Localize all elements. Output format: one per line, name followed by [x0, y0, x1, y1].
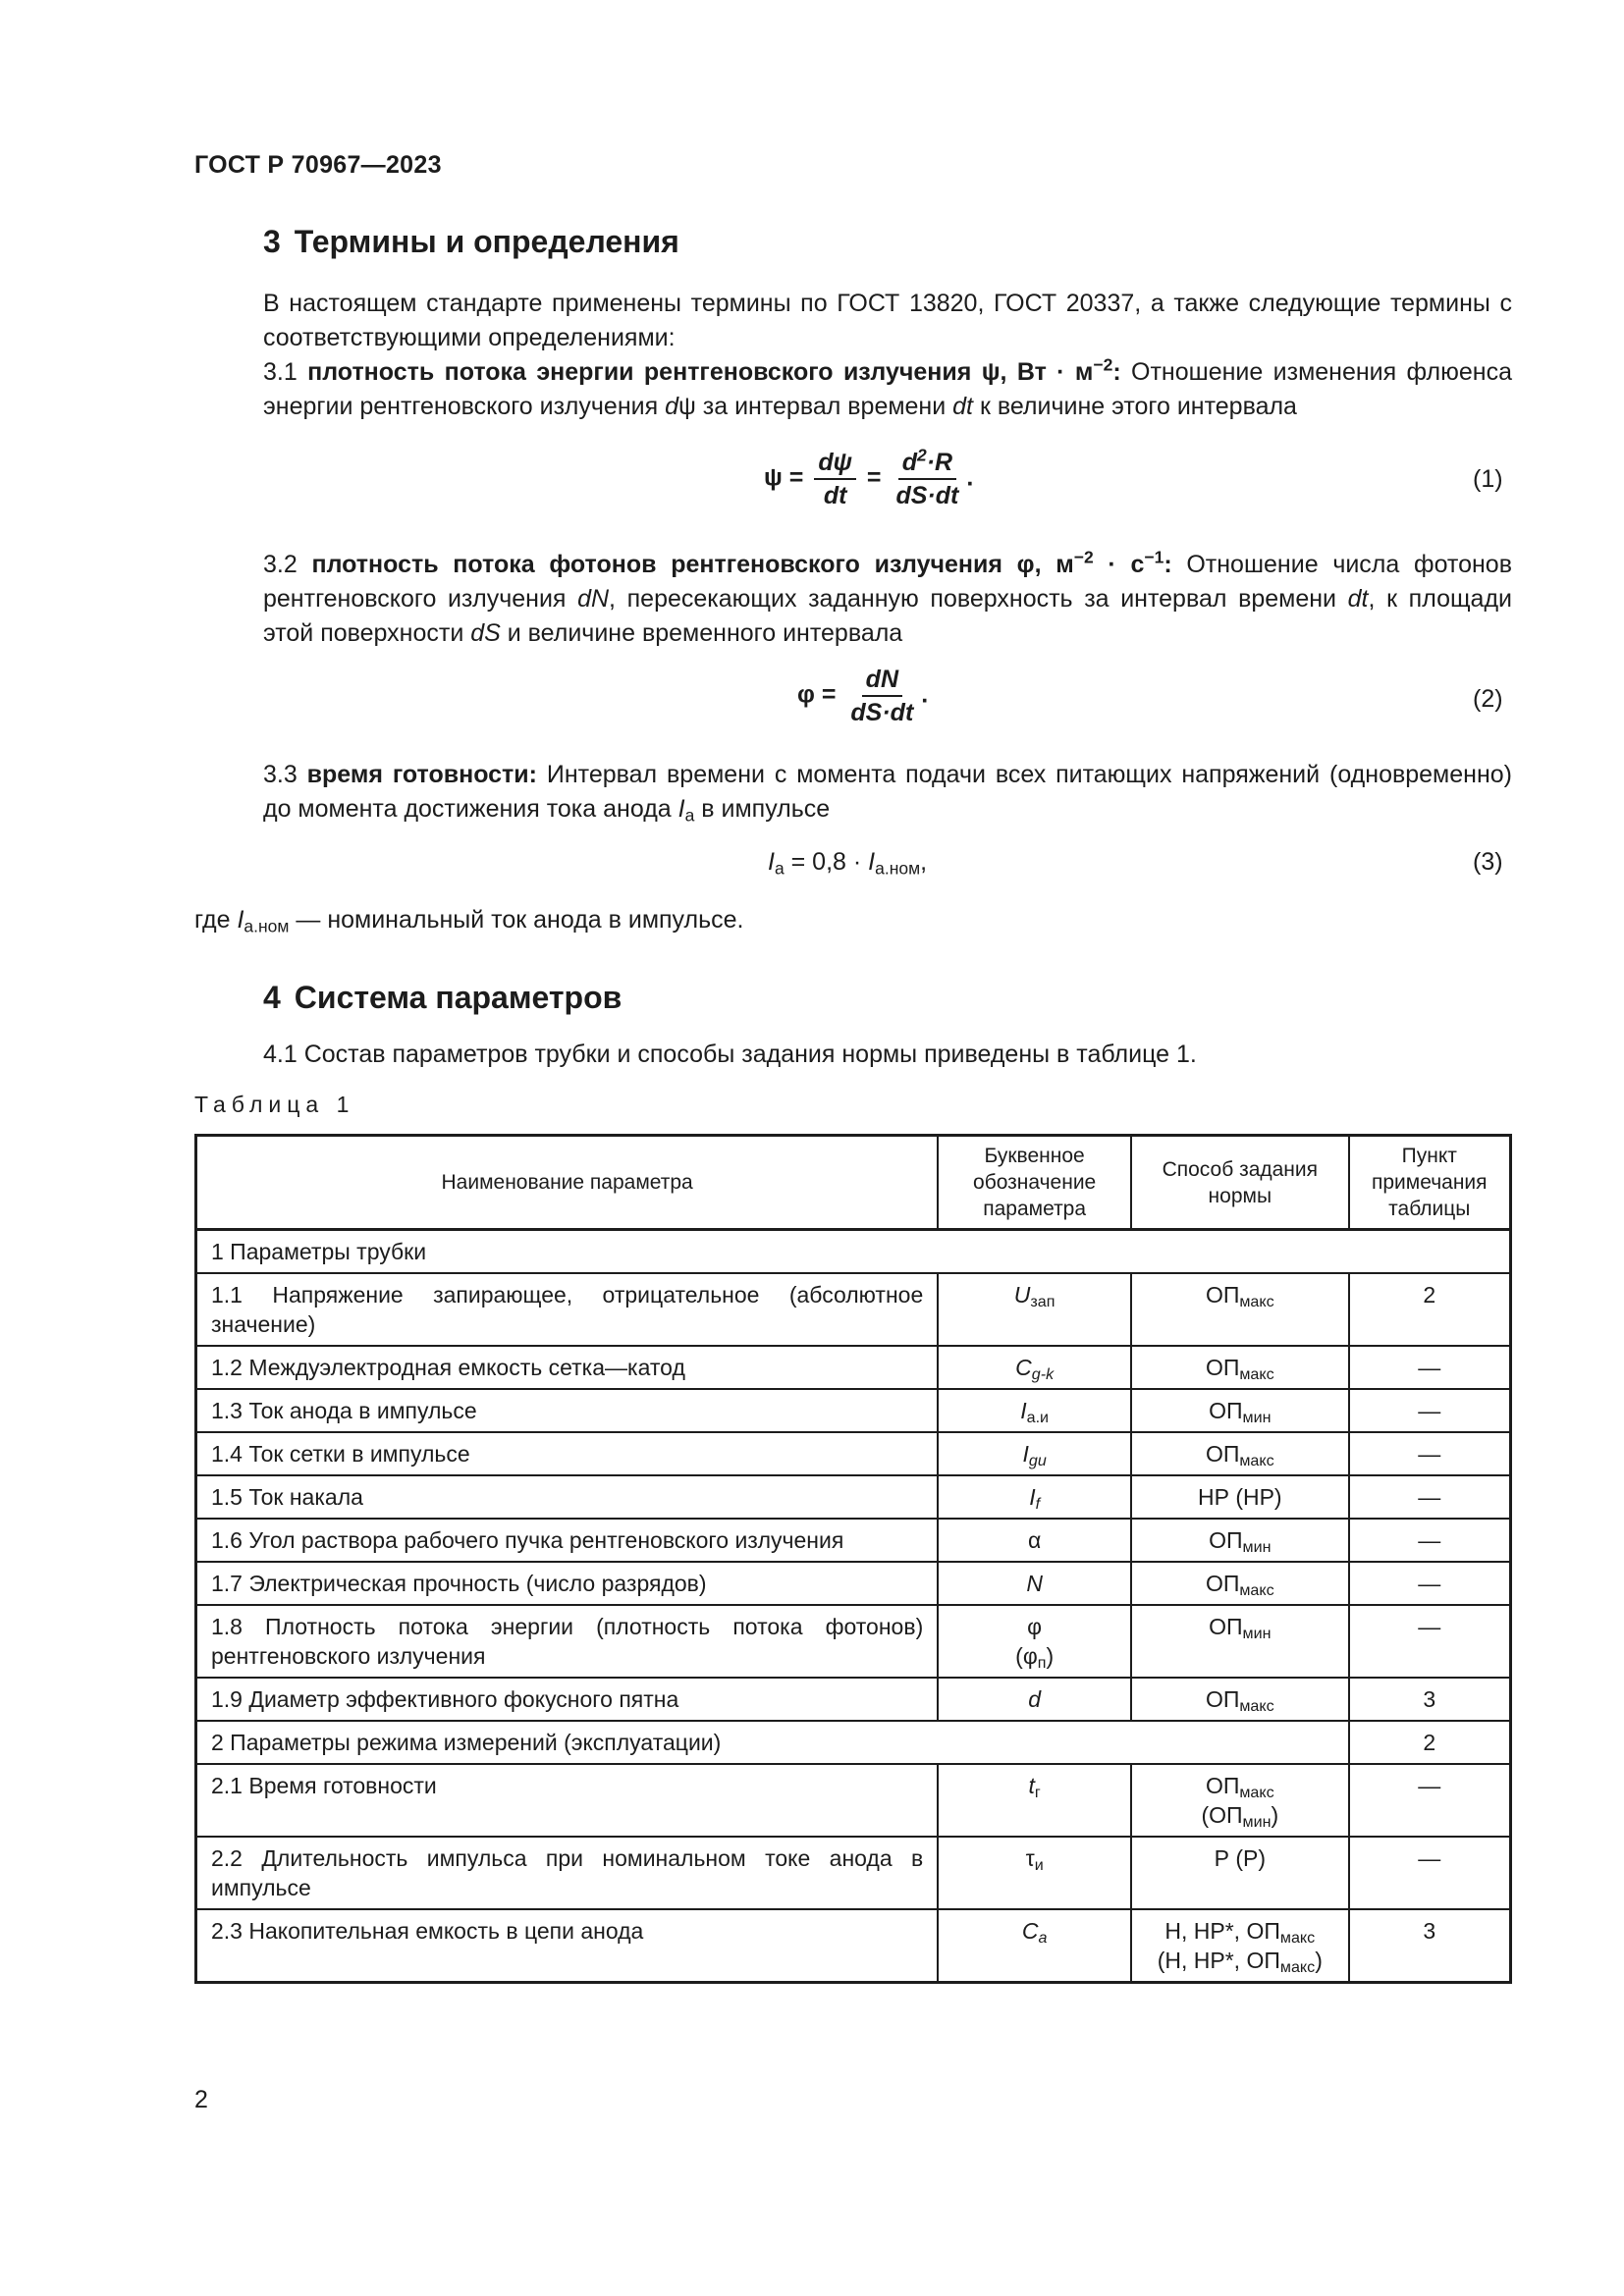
section-4-title: Система параметров [294, 980, 623, 1015]
group-2-note: 2 [1349, 1721, 1511, 1764]
section-4-number: 4 [263, 980, 281, 1015]
term-3-1-unit-exp: −2 [1093, 354, 1113, 375]
table-caption: Таблица 1 [194, 1092, 355, 1117]
param-norm [1131, 1605, 1349, 1678]
formula-1-den1: dt [823, 482, 847, 509]
norm-main: ОП [1209, 1527, 1243, 1553]
symbol-sub: g-k [1031, 1365, 1055, 1384]
norm-main: ОП [1205, 1441, 1240, 1467]
term-3-2-unit-exp1: −2 [1073, 547, 1094, 567]
param-name: 1.7 Электрическая прочность (число разрядов) [196, 1562, 939, 1605]
symbol-main: τ [1025, 1845, 1035, 1871]
term-3-3 [194, 758, 1512, 827]
formula-1-num1: dψ [814, 448, 856, 480]
table-row [196, 1909, 1511, 1983]
table-row [196, 1562, 1511, 1605]
symbol-sub: f [1035, 1495, 1041, 1514]
table-row [196, 1519, 1511, 1562]
header-note-item: Пункт примечания таблицы [1349, 1136, 1511, 1230]
page-number: 2 [194, 2086, 208, 2113]
where-text: — номинальный ток анода в импульсе. [289, 906, 744, 934]
norm-main: ОП [1209, 1614, 1243, 1639]
param-symbol [938, 1562, 1131, 1605]
formula-1-frac2 [892, 445, 962, 510]
norm-sub: макс [1239, 1697, 1274, 1716]
formula-3-lhs: I [768, 848, 775, 876]
norm-line-2 [1146, 1946, 1334, 1975]
param-symbol [938, 1909, 1131, 1983]
table-row [196, 1432, 1511, 1475]
term-3-2-def-4: и величине временного интервала [500, 619, 903, 647]
formula-1-eq2: = [866, 463, 882, 492]
symbol-sub: и [1034, 1856, 1044, 1875]
term-3-3-name: время готовности: [306, 761, 537, 788]
header-norm-method: Способ задания нормы [1131, 1136, 1349, 1230]
norm1-sub: макс [1279, 1929, 1316, 1948]
formula-1-end: . [966, 463, 974, 492]
param-symbol [938, 1764, 1131, 1837]
param-symbol: d [938, 1678, 1131, 1721]
norm-main: ОП [1205, 1571, 1240, 1596]
term-3-2-text [194, 548, 1512, 651]
symbol-alt-sub: п [1037, 1654, 1047, 1673]
param-symbol [938, 1346, 1131, 1389]
table-header-row [196, 1136, 1511, 1230]
paragraph-4-1-text: 4.1 Состав параметров трубки и способы задания нормы приведены в таблице 1. [263, 1041, 1197, 1068]
formula-1-num2-r: ·R [926, 449, 953, 476]
group-row-2 [196, 1721, 1511, 1764]
param-symbol [938, 1432, 1131, 1475]
param-note: — [1349, 1346, 1511, 1389]
param-name: 1.2 Междуэлектродная емкость сетка—катод [196, 1346, 939, 1389]
param-symbol [938, 1837, 1131, 1909]
section-3-intro [194, 287, 1512, 355]
param-symbol [938, 1605, 1131, 1678]
term-3-2-def-var3: dS [470, 619, 501, 647]
param-note: — [1349, 1562, 1511, 1605]
norm-main: ОП [1205, 1355, 1240, 1380]
param-norm [1131, 1475, 1349, 1519]
formula-2-lhs: φ [797, 680, 815, 709]
term-3-3-number: 3.3 [263, 761, 298, 788]
norm-sub: мин [1242, 1625, 1272, 1643]
param-symbol [938, 1273, 1131, 1346]
param-name: 1.9 Диаметр эффективного фокусного пятна [196, 1678, 939, 1721]
paragraph-4-1 [194, 1038, 1512, 1072]
section-3-heading [263, 224, 679, 260]
term-3-1-def-psi: ψ [677, 393, 696, 420]
where-prefix: где [194, 906, 238, 934]
norm2-end: ) [1315, 1948, 1323, 1973]
formula-1-num2-sup: 2 [917, 445, 927, 465]
header-parameter-name: Наименование параметра [196, 1136, 939, 1230]
param-note: — [1349, 1475, 1511, 1519]
term-3-2-unit-mid: · с [1093, 551, 1145, 578]
symbol-main: α [1027, 1527, 1042, 1553]
term-3-1-def-2: за интервал времени [695, 393, 953, 420]
param-note: 3 [1349, 1909, 1511, 1983]
term-3-2-def-3: , к площади этой поверхности [263, 585, 1512, 647]
equation-number-1: (1) [1473, 465, 1503, 493]
term-3-1-def-var2: dt [952, 393, 974, 420]
param-name: 1.8 Плотность потока энергии (плотность потока фотонов) рентгеновского излучения [196, 1605, 939, 1678]
group-row-1 [196, 1230, 1511, 1274]
term-3-2-def-var2: dt [1347, 585, 1369, 613]
symbol-main: I [1022, 1441, 1029, 1467]
term-3-3-def-sub: a [684, 805, 695, 826]
table-row [196, 1764, 1511, 1837]
param-note: — [1349, 1519, 1511, 1562]
param-name: 2.3 Накопительная емкость в цепи анода [196, 1909, 939, 1983]
table-row [196, 1837, 1511, 1909]
formula-1-frac1 [814, 448, 856, 510]
symbol-sub: gи [1028, 1452, 1047, 1470]
norm2-sub: мин [1242, 1813, 1272, 1832]
term-3-3-def-1: Интервал времени с момента подачи всех питающих напряжений (одновременно) до момента достижения тока анода [263, 761, 1512, 823]
param-note: — [1349, 1389, 1511, 1432]
term-3-2-def-var1: dN [577, 585, 610, 613]
param-name: 1.6 Угол раствора рабочего пучка рентгеновского излучения [196, 1519, 939, 1562]
formula-2-num: dN [862, 665, 902, 697]
term-3-3-def-2: в импульсе [694, 795, 831, 823]
norm2-main: (ОП [1201, 1802, 1243, 1828]
param-note: 2 [1349, 1273, 1511, 1346]
formula-1-lhs: ψ [764, 463, 783, 492]
running-header: ГОСТ Р 70967—2023 [194, 151, 442, 179]
param-name: 1.5 Ток накала [196, 1475, 939, 1519]
symbol-sub: г [1034, 1784, 1041, 1802]
symbol-main: I [1029, 1484, 1036, 1510]
term-3-1-def-3: к величине этого интервала [973, 393, 1297, 420]
formula-2-eq: = [821, 680, 837, 709]
formula-2 [797, 665, 928, 727]
norm-sub: макс [1239, 1293, 1274, 1311]
param-name: 1.1 Напряжение запирающее, отрицательное (абсолютное значение) [196, 1273, 939, 1346]
param-note: — [1349, 1837, 1511, 1909]
term-3-2-unit-exp2: −1 [1144, 547, 1164, 567]
param-norm [1131, 1562, 1349, 1605]
term-3-1-def-1: Отношение изменения флюенса энергии рентгеновского излучения [263, 358, 1513, 420]
formula-1-num2-d: d [901, 449, 917, 476]
term-3-1-def-var1: d [665, 393, 678, 420]
symbol-main: N [1026, 1571, 1043, 1596]
norm-sub: мин [1242, 1409, 1272, 1427]
parameters-table [194, 1134, 1512, 1984]
norm-line-2 [1146, 1800, 1334, 1830]
formula-3-lhs-sub: a [774, 858, 785, 879]
formula-1-den2: dS·dt [895, 482, 959, 509]
term-3-2-number: 3.2 [263, 551, 298, 578]
equation-number-2: (2) [1473, 685, 1503, 713]
norm-main: ОП [1205, 1282, 1240, 1308]
norm2-sub: макс [1279, 1958, 1316, 1977]
param-note: 3 [1349, 1678, 1511, 1721]
param-norm [1131, 1432, 1349, 1475]
table-row [196, 1678, 1511, 1721]
param-norm [1131, 1519, 1349, 1562]
section-3-title: Термины и определения [294, 224, 679, 259]
where-sub: а.ном [244, 916, 290, 936]
formula-1 [764, 445, 974, 510]
param-name: 1.4 Ток сетки в импульсе [196, 1432, 939, 1475]
symbol-alt-main: (φ [1015, 1643, 1038, 1669]
norm-main: НР (НР) [1197, 1484, 1282, 1510]
term-3-3-text [194, 758, 1512, 827]
formula-1-num2 [898, 445, 956, 480]
norm1-main: ОП [1205, 1773, 1240, 1798]
param-norm [1131, 1909, 1349, 1983]
term-3-2 [194, 548, 1512, 651]
param-norm [1131, 1764, 1349, 1837]
symbol-sub: а.и [1026, 1409, 1050, 1427]
param-symbol [938, 1389, 1131, 1432]
equation-number-3: (3) [1473, 848, 1503, 876]
norm-sub: макс [1239, 1365, 1274, 1384]
formula-2-end: . [921, 680, 929, 709]
formula-2-den: dS·dt [850, 699, 914, 726]
norm-main: ОП [1209, 1398, 1243, 1423]
norm-sub: мин [1242, 1538, 1272, 1557]
symbol-main: U [1013, 1282, 1031, 1308]
param-note: — [1349, 1764, 1511, 1837]
symbol-sub: зап [1030, 1293, 1056, 1311]
term-3-2-def-2: , пересекающих заданную поверхность за интервал времени [609, 585, 1348, 613]
param-norm [1131, 1346, 1349, 1389]
term-3-1-name: плотность потока энергии рентгеновского излучения ψ, Вт · м [307, 358, 1094, 386]
term-3-2-name: плотность потока фотонов рентгеновского излучения φ, м [311, 551, 1074, 578]
symbol-main: t [1028, 1773, 1035, 1798]
param-norm [1131, 1678, 1349, 1721]
norm2-main: (Н, НР*, ОП [1157, 1948, 1280, 1973]
param-norm [1131, 1389, 1349, 1432]
norm-line-1 [1146, 1916, 1334, 1946]
symbol-alt [952, 1641, 1116, 1671]
param-norm [1131, 1273, 1349, 1346]
param-symbol [938, 1475, 1131, 1519]
symbol-main: C [1015, 1355, 1032, 1380]
norm-sub: макс [1239, 1581, 1274, 1600]
section-3-number: 3 [263, 224, 281, 259]
param-name: 2.1 Время готовности [196, 1764, 939, 1837]
param-name: 1.3 Ток анода в импульсе [196, 1389, 939, 1432]
term-3-2-colon: : [1164, 551, 1172, 578]
section-4-heading [263, 980, 622, 1016]
norm-sub: макс [1239, 1452, 1274, 1470]
symbol-main: C [1021, 1918, 1039, 1944]
where-clause [194, 903, 1512, 937]
table-row [196, 1475, 1511, 1519]
term-3-1 [194, 355, 1512, 424]
table-row [196, 1346, 1511, 1389]
norm-main: ОП [1205, 1686, 1240, 1712]
intro-text: В настоящем стандарте применены термины по ГОСТ 13820, ГОСТ 20337, а также следующие термины с соответствующими определениями: [263, 290, 1512, 351]
header-symbol: Буквенное обозначение параметра [938, 1136, 1131, 1230]
norm2-end: ) [1271, 1802, 1279, 1828]
param-note: — [1349, 1432, 1511, 1475]
table-row [196, 1389, 1511, 1432]
table-row [196, 1605, 1511, 1678]
norm1-sub: макс [1239, 1784, 1274, 1802]
formula-3-rhs: I [868, 848, 876, 876]
norm-line-1 [1146, 1771, 1334, 1800]
term-3-3-def-var: I [677, 795, 685, 823]
formula-3-mid: = 0,8 · [784, 848, 869, 876]
param-symbol [938, 1519, 1131, 1562]
norm1-main: Н, НР*, ОП [1164, 1918, 1280, 1944]
param-name: 2.2 Длительность импульса при номинальном токе анода в импульсе [196, 1837, 939, 1909]
symbol-sub: a [1038, 1929, 1048, 1948]
param-norm: Р (Р) [1131, 1837, 1349, 1909]
formula-2-frac [846, 665, 917, 727]
group-1-label: 1 Параметры трубки [196, 1230, 1511, 1274]
where-var: I [237, 906, 244, 934]
term-3-1-text [194, 355, 1512, 424]
param-note: — [1349, 1605, 1511, 1678]
formula-3 [768, 848, 927, 877]
table-row [196, 1273, 1511, 1346]
symbol-main: φ [1027, 1614, 1043, 1639]
formula-3-end: , [920, 848, 928, 876]
term-3-2-def-1: Отношение числа фотонов рентгеновского излучения [263, 551, 1512, 613]
formula-1-eq1: = [788, 463, 804, 492]
term-3-1-colon: : [1112, 358, 1121, 386]
formula-3-rhs-sub: а.ном [875, 858, 921, 879]
symbol-alt-end: ) [1046, 1643, 1055, 1669]
group-2-label: 2 Параметры режима измерений (эксплуатации) [196, 1721, 1349, 1764]
term-3-1-number: 3.1 [263, 358, 298, 386]
symbol-main: I [1020, 1398, 1027, 1423]
